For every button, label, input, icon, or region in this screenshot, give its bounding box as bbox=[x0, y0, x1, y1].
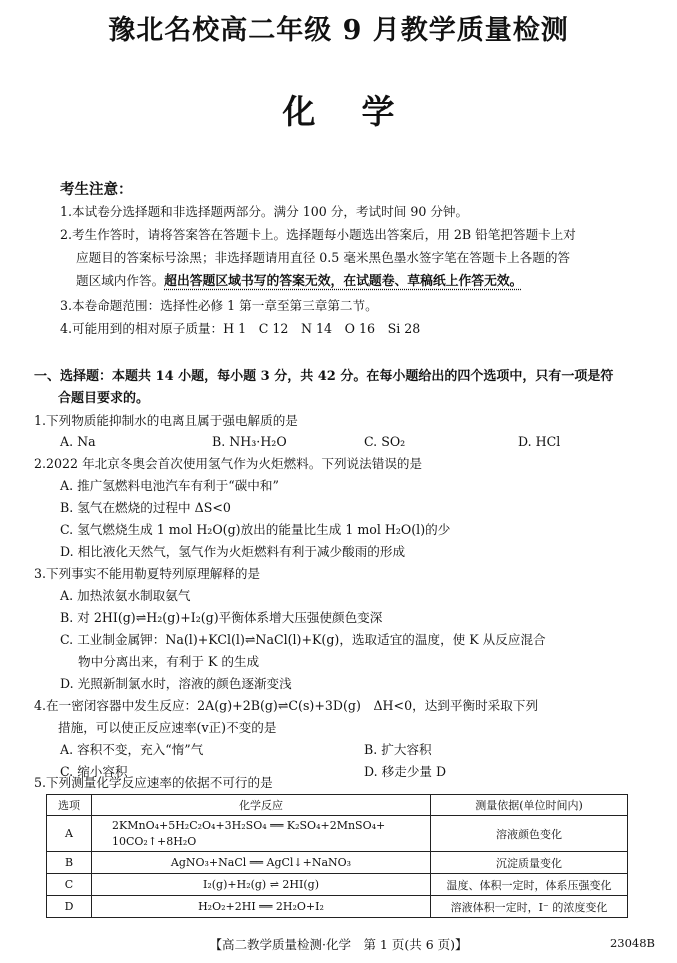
question-1-option-d: D. HCl bbox=[518, 434, 561, 449]
reaction-line-cont: 10CO₂↑+8H₂O bbox=[112, 834, 197, 848]
page-footer: 【高二教学质量检测·化学 第 1 页(共 6 页)】 bbox=[209, 937, 468, 952]
notice-item-4: 4.可能用到的相对原子质量：H 1 C 12 N 14 O 16 Si 28 bbox=[60, 321, 421, 336]
table-cell-basis: 温度、体积一定时，体系压强变化 bbox=[431, 874, 628, 896]
question-2-option-b: B. 氢气在燃烧的过程中 ΔS<0 bbox=[60, 500, 231, 515]
question-1-option-b: B. NH₃·H₂O bbox=[212, 434, 287, 449]
table-header-row bbox=[47, 795, 628, 816]
table-cell-reaction: I₂(g)+H₂(g) ⇌ 2HI(g) bbox=[92, 874, 431, 896]
table-cell-basis: 沉淀质量变化 bbox=[431, 852, 628, 874]
notice-item-2-tail: 题区域内作答。 bbox=[76, 273, 165, 288]
table-row bbox=[47, 852, 628, 874]
table-cell-reaction: H₂O₂+2HI ══ 2H₂O+I₂ bbox=[92, 896, 431, 918]
table-header-reaction: 化学反应 bbox=[92, 795, 431, 816]
notice-heading: 考生注意： bbox=[60, 181, 133, 198]
exam-title: 豫北名校高二年级 9 月教学质量检测 bbox=[108, 15, 569, 46]
question-2-option-a: A. 推广氢燃料电池汽车有利于“碳中和” bbox=[60, 478, 279, 493]
section-heading: 一、选择题：本题共 14 小题，每小题 3 分，共 42 分。在每小题给出的四个选项中，只有一项是符 bbox=[34, 369, 614, 384]
question-1-stem: 1.下列物质能抑制水的电离且属于强电解质的是 bbox=[34, 413, 298, 428]
table-row bbox=[47, 896, 628, 918]
table-cell-reaction: AgNO₃+NaCl ══ AgCl↓+NaNO₃ bbox=[92, 852, 431, 874]
question-4-option-d: D. 移走少量 D bbox=[364, 764, 447, 779]
notice-item-2-cont: 应题目的答案标号涂黑；非选择题请用直径 0.5 毫米黑色墨水签字笔在答题卡上各题的答 bbox=[76, 250, 571, 265]
reaction-table bbox=[46, 794, 628, 918]
question-3-option-b: B. 对 2HI(g)⇌H₂(g)+I₂(g)平衡体系增大压强使颜色变深 bbox=[60, 610, 383, 625]
table-cell-option: D bbox=[47, 896, 92, 918]
notice-item-2: 2.考生作答时，请将答案答在答题卡上。选择题每小题选出答案后，用 2B 铅笔把答题卡上对 bbox=[60, 227, 576, 242]
question-2-option-d: D. 相比液化天然气，氢气作为火炬燃料有利于减少酸雨的形成 bbox=[60, 544, 406, 559]
question-3-stem: 3.下列事实不能用勒夏特列原理解释的是 bbox=[34, 566, 261, 581]
table-row bbox=[47, 874, 628, 896]
table-cell-basis: 溶液颜色变化 bbox=[431, 816, 628, 852]
reaction-line: 2KMnO₄+5H₂C₂O₄+3H₂SO₄ ══ K₂SO₄+2MnSO₄+ bbox=[112, 818, 386, 832]
notice-item-2-end bbox=[76, 270, 522, 293]
table-header-option: 选项 bbox=[47, 795, 92, 816]
question-4-stem-cont: 措施，可以使正反应速率(v正)不变的是 bbox=[58, 720, 277, 735]
notice-item-3: 3.本卷命题范围：选择性必修 1 第一章至第三章第二节。 bbox=[60, 298, 378, 313]
question-4-stem: 4.在一密闭容器中发生反应：2A(g)+2B(g)⇌C(s)+3D(g) ΔH<0，达到平衡时采取下列 bbox=[34, 698, 539, 713]
table-cell-option: C bbox=[47, 874, 92, 896]
table-cell-basis: 溶液体积一定时，I⁻ 的浓度变化 bbox=[431, 896, 628, 918]
notice-item-1: 1.本试卷分选择题和非选择题两部分。满分 100 分，考试时间 90 分钟。 bbox=[60, 204, 469, 219]
paper-code: 23048B bbox=[609, 936, 655, 950]
table-cell-option: B bbox=[47, 852, 92, 874]
question-4-option-b: B. 扩大容积 bbox=[364, 742, 432, 757]
question-1-option-a: A. Na bbox=[60, 434, 96, 449]
subject-title: 化学 bbox=[282, 92, 441, 131]
table-cell-option: A bbox=[47, 816, 92, 852]
notice-warning: 超出答题区域书写的答案无效，在试题卷、草稿纸上作答无效。 bbox=[164, 274, 523, 289]
question-3-option-c-cont: 物中分离出来，有利于 K 的生成 bbox=[78, 654, 260, 669]
table-row bbox=[47, 816, 628, 852]
question-2-stem: 2.2022 年北京冬奥会首次使用氢气作为火炬燃料。下列说法错误的是 bbox=[34, 456, 423, 471]
question-2-option-c: C. 氢气燃烧生成 1 mol H₂O(g)放出的能量比生成 1 mol H₂O(l)的少 bbox=[60, 522, 451, 537]
question-4-option-a: A. 容积不变，充入“惰”气 bbox=[60, 742, 204, 757]
question-3-option-c: C. 工业制金属钾：Na(l)+KCl(l)⇌NaCl(l)+K(g)，选取适宜的温度，使 K 从反应混合 bbox=[60, 632, 546, 647]
section-heading-cont: 合题目要求的。 bbox=[58, 391, 150, 406]
question-3-option-d: D. 光照新制氯水时，溶液的颜色逐渐变浅 bbox=[60, 676, 292, 691]
question-1-option-c: C. SO₂ bbox=[364, 434, 406, 449]
table-header-basis: 测量依据(单位时间内) bbox=[431, 795, 628, 816]
question-4-option-c: C. 缩小容积 bbox=[60, 764, 128, 779]
question-3-option-a: A. 加热浓氨水制取氨气 bbox=[60, 588, 191, 603]
question-5-stem: 5.下列测量化学反应速率的依据不可行的是 bbox=[34, 775, 273, 790]
table-cell-reaction bbox=[92, 816, 431, 852]
